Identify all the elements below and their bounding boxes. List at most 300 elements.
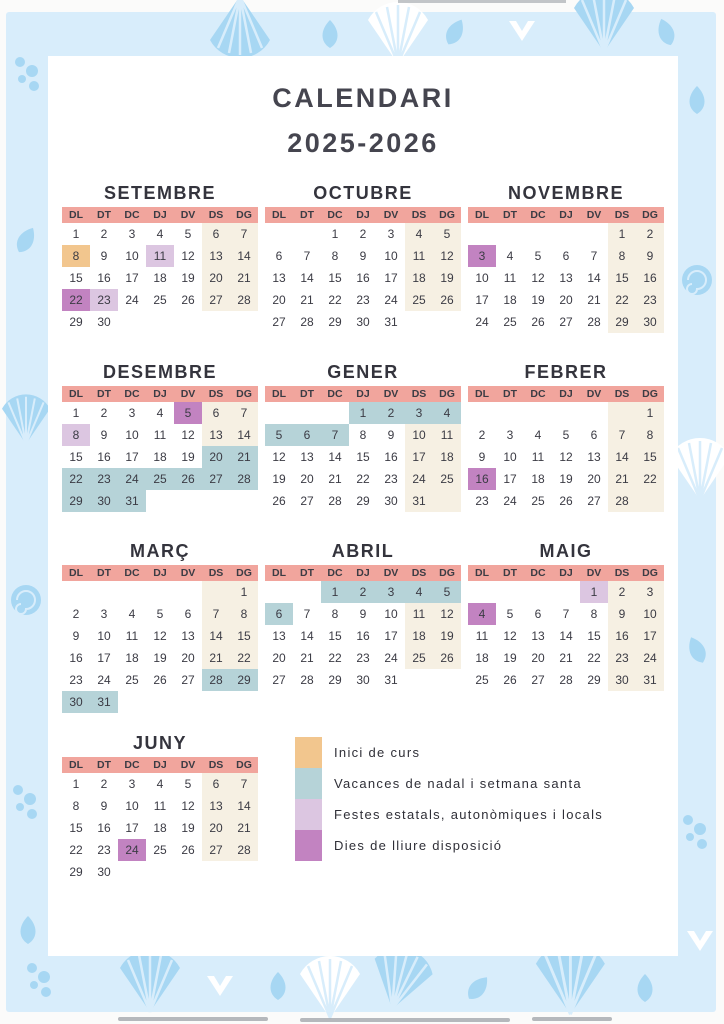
day-cell: 9 xyxy=(387,428,395,442)
day-cell: 1 xyxy=(608,223,636,245)
day-cell xyxy=(293,402,321,424)
day-cell: 17 xyxy=(384,271,398,285)
day-cell xyxy=(552,581,580,603)
weekday-header: DJ xyxy=(349,207,377,223)
day-cell: 2 xyxy=(478,428,486,442)
day-cell: 21 xyxy=(300,651,314,665)
day-cell: 23 xyxy=(384,472,398,486)
day-cell: 27 xyxy=(587,494,601,508)
day-cell: 9 xyxy=(100,249,108,263)
day-cell: 18 xyxy=(475,651,489,665)
day-cell: 2 xyxy=(100,406,108,420)
day-cell: 10 xyxy=(125,249,139,263)
day-cell: 17 xyxy=(384,629,398,643)
day-cell: 9 xyxy=(608,603,636,625)
day-cell: 23 xyxy=(608,647,636,669)
legend-label: Dies de lliure disposició xyxy=(334,838,503,853)
day-cell: 22 xyxy=(587,651,601,665)
day-cell: 5 xyxy=(156,607,164,621)
day-cell: 23 xyxy=(636,289,664,311)
day-cell: 14 xyxy=(230,795,258,817)
day-cell: 28 xyxy=(300,315,314,329)
day-cell: 23 xyxy=(69,673,83,687)
day-cell xyxy=(496,223,524,245)
day-cell: 16 xyxy=(97,821,111,835)
weekday-header: DJ xyxy=(146,386,174,402)
day-cell: 15 xyxy=(69,271,83,285)
weekday-header: DT xyxy=(293,565,321,581)
weekday-header: DG xyxy=(230,207,258,223)
weekday-header: DV xyxy=(174,207,202,223)
day-cell xyxy=(146,311,174,333)
month-març xyxy=(62,541,258,713)
day-cell: 12 xyxy=(181,428,195,442)
day-cell: 3 xyxy=(128,777,136,791)
day-cell: 21 xyxy=(300,293,314,307)
day-cell xyxy=(524,581,552,603)
day-cell: 20 xyxy=(272,651,286,665)
weekday-header: DT xyxy=(496,565,524,581)
day-cell: 6 xyxy=(265,603,293,625)
day-cell: 24 xyxy=(636,647,664,669)
weekday-header: DL xyxy=(62,207,90,223)
day-cell: 16 xyxy=(636,267,664,289)
legend-label: Festes estatals, autonòmiques i locals xyxy=(334,807,604,822)
month-grid xyxy=(62,565,258,713)
weekday-header: DJ xyxy=(552,386,580,402)
day-cell: 21 xyxy=(587,293,601,307)
day-cell: 31 xyxy=(384,315,398,329)
day-cell: 28 xyxy=(559,673,573,687)
legend-swatch-lliure_disposicio xyxy=(295,830,322,861)
day-cell: 8 xyxy=(608,245,636,267)
day-cell: 7 xyxy=(230,223,258,245)
day-cell xyxy=(293,223,321,245)
weekday-header: DJ xyxy=(552,565,580,581)
weekday-header: DT xyxy=(90,386,118,402)
day-cell: 30 xyxy=(356,673,370,687)
day-cell: 19 xyxy=(153,651,167,665)
legend-swatch-inici_curs xyxy=(295,737,322,768)
day-cell: 17 xyxy=(636,625,664,647)
weekday-header: DT xyxy=(90,757,118,773)
day-cell xyxy=(174,490,202,512)
day-cell: 16 xyxy=(384,450,398,464)
day-cell: 2 xyxy=(636,223,664,245)
day-cell: 1 xyxy=(321,581,349,603)
day-cell: 13 xyxy=(202,795,230,817)
weekday-header: DG xyxy=(433,386,461,402)
day-cell: 23 xyxy=(356,293,370,307)
weekday-header: DJ xyxy=(146,757,174,773)
day-cell: 30 xyxy=(97,865,111,879)
day-cell: 22 xyxy=(230,647,258,669)
day-cell xyxy=(265,581,293,603)
weekday-header: DV xyxy=(580,207,608,223)
day-cell: 24 xyxy=(405,468,433,490)
month-octubre xyxy=(265,183,461,333)
day-cell: 1 xyxy=(230,581,258,603)
day-cell: 20 xyxy=(202,446,230,468)
day-cell: 8 xyxy=(636,424,664,446)
day-cell: 28 xyxy=(230,468,258,490)
weekday-header: DT xyxy=(293,207,321,223)
day-cell: 25 xyxy=(125,673,139,687)
day-cell: 4 xyxy=(433,402,461,424)
legend-swatch-vacances xyxy=(295,768,322,799)
day-cell: 12 xyxy=(153,629,167,643)
page-title xyxy=(48,76,678,166)
day-cell: 25 xyxy=(405,289,433,311)
day-cell xyxy=(608,402,636,424)
day-cell: 18 xyxy=(503,293,517,307)
month-maig xyxy=(468,541,664,691)
day-cell: 4 xyxy=(156,777,164,791)
day-cell: 30 xyxy=(97,315,111,329)
day-cell: 18 xyxy=(125,651,139,665)
day-cell: 19 xyxy=(272,472,286,486)
day-cell: 24 xyxy=(503,494,517,508)
month-gener xyxy=(265,362,461,512)
day-cell: 7 xyxy=(230,773,258,795)
day-cell: 6 xyxy=(184,607,192,621)
day-cell: 10 xyxy=(503,450,517,464)
day-cell: 15 xyxy=(328,271,342,285)
month-febrer xyxy=(468,362,664,512)
day-cell: 26 xyxy=(272,494,286,508)
day-cell: 10 xyxy=(97,629,111,643)
month-title: MARÇ xyxy=(130,541,190,561)
day-cell: 31 xyxy=(405,490,433,512)
weekday-header: DS xyxy=(202,565,230,581)
day-cell xyxy=(265,223,293,245)
day-cell xyxy=(146,691,174,713)
legend-item xyxy=(295,768,603,799)
day-cell: 22 xyxy=(62,289,90,311)
weekday-header: DS xyxy=(608,207,636,223)
weekday-header: DS xyxy=(202,207,230,223)
month-grid xyxy=(265,207,461,333)
day-cell: 10 xyxy=(384,607,398,621)
month-grid xyxy=(62,207,258,333)
day-cell: 14 xyxy=(328,450,342,464)
day-cell: 22 xyxy=(62,468,90,490)
day-cell: 3 xyxy=(506,428,514,442)
month-grid xyxy=(62,386,258,512)
day-cell: 25 xyxy=(503,315,517,329)
day-cell: 19 xyxy=(433,267,461,289)
day-cell: 24 xyxy=(118,839,146,861)
day-cell: 25 xyxy=(153,293,167,307)
legend-item xyxy=(295,830,603,861)
day-cell: 30 xyxy=(90,490,118,512)
day-cell: 15 xyxy=(69,821,83,835)
day-cell: 16 xyxy=(468,468,496,490)
day-cell: 13 xyxy=(587,450,601,464)
month-title: OCTUBRE xyxy=(313,183,413,203)
day-cell: 6 xyxy=(202,223,230,245)
day-cell: 21 xyxy=(608,468,636,490)
day-cell: 8 xyxy=(331,249,339,263)
weekday-header: DT xyxy=(90,207,118,223)
weekday-header: DV xyxy=(174,386,202,402)
weekday-header: DC xyxy=(321,207,349,223)
day-cell: 12 xyxy=(531,271,545,285)
day-cell: 30 xyxy=(636,311,664,333)
day-cell: 9 xyxy=(359,607,367,621)
weekday-header: DG xyxy=(230,757,258,773)
day-cell: 29 xyxy=(328,315,342,329)
day-cell: 17 xyxy=(475,293,489,307)
day-cell xyxy=(230,490,258,512)
weekday-header: DT xyxy=(496,386,524,402)
day-cell: 13 xyxy=(202,424,230,446)
day-cell: 11 xyxy=(475,629,489,643)
weekday-header: DG xyxy=(636,565,664,581)
weekday-header: DV xyxy=(580,386,608,402)
day-cell: 1 xyxy=(580,581,608,603)
day-cell: 21 xyxy=(328,472,342,486)
day-cell: 24 xyxy=(384,293,398,307)
weekday-header: DL xyxy=(468,386,496,402)
day-cell: 2 xyxy=(349,581,377,603)
day-cell xyxy=(468,402,496,424)
day-cell xyxy=(524,402,552,424)
weekday-header: DT xyxy=(496,207,524,223)
day-cell xyxy=(405,311,433,333)
day-cell: 23 xyxy=(356,651,370,665)
weekday-header: DT xyxy=(90,565,118,581)
weekday-header: DS xyxy=(608,386,636,402)
day-cell: 28 xyxy=(587,315,601,329)
month-juny xyxy=(62,733,258,883)
day-cell: 10 xyxy=(475,271,489,285)
day-cell xyxy=(433,490,461,512)
day-cell: 14 xyxy=(300,271,314,285)
day-cell: 27 xyxy=(531,673,545,687)
day-cell xyxy=(265,402,293,424)
day-cell: 13 xyxy=(272,629,286,643)
day-cell: 18 xyxy=(405,267,433,289)
day-cell: 2 xyxy=(100,777,108,791)
day-cell: 8 xyxy=(62,245,90,267)
day-cell xyxy=(174,691,202,713)
day-cell: 21 xyxy=(230,446,258,468)
day-cell: 15 xyxy=(587,629,601,643)
day-cell: 17 xyxy=(405,446,433,468)
day-cell: 28 xyxy=(230,289,258,311)
weekday-header: DG xyxy=(230,386,258,402)
day-cell: 12 xyxy=(503,629,517,643)
day-cell: 29 xyxy=(328,673,342,687)
day-cell: 8 xyxy=(230,603,258,625)
day-cell: 1 xyxy=(72,777,80,791)
day-cell: 1 xyxy=(349,402,377,424)
month-setembre xyxy=(62,183,258,333)
day-cell: 6 xyxy=(293,424,321,446)
weekday-header: DC xyxy=(321,386,349,402)
day-cell: 11 xyxy=(405,603,433,625)
weekday-header: DS xyxy=(405,565,433,581)
day-cell xyxy=(202,691,230,713)
day-cell xyxy=(174,581,202,603)
legend-item xyxy=(295,737,603,768)
day-cell: 7 xyxy=(321,424,349,446)
day-cell: 6 xyxy=(202,773,230,795)
day-cell: 13 xyxy=(559,271,573,285)
day-cell xyxy=(433,311,461,333)
day-cell: 5 xyxy=(433,223,461,245)
day-cell: 17 xyxy=(125,821,139,835)
day-cell xyxy=(174,311,202,333)
day-cell: 19 xyxy=(181,450,195,464)
day-cell xyxy=(230,691,258,713)
day-cell: 8 xyxy=(590,607,598,621)
day-cell xyxy=(230,311,258,333)
day-cell: 10 xyxy=(405,424,433,446)
weekday-header: DJ xyxy=(146,565,174,581)
weekday-header: DC xyxy=(118,565,146,581)
day-cell: 11 xyxy=(146,245,174,267)
day-cell: 29 xyxy=(356,494,370,508)
day-cell: 8 xyxy=(359,428,367,442)
day-cell: 12 xyxy=(181,799,195,813)
day-cell: 7 xyxy=(303,249,311,263)
day-cell: 12 xyxy=(433,603,461,625)
day-cell xyxy=(524,223,552,245)
weekday-header: DV xyxy=(174,757,202,773)
day-cell: 25 xyxy=(531,494,545,508)
day-cell: 11 xyxy=(153,428,167,442)
day-cell: 12 xyxy=(433,245,461,267)
day-cell: 29 xyxy=(69,865,83,879)
day-cell: 9 xyxy=(636,245,664,267)
day-cell xyxy=(496,402,524,424)
weekday-header: DL xyxy=(265,207,293,223)
day-cell: 15 xyxy=(328,629,342,643)
month-title: SETEMBRE xyxy=(103,183,216,203)
day-cell: 8 xyxy=(62,424,90,446)
day-cell: 27 xyxy=(559,315,573,329)
day-cell: 26 xyxy=(181,843,195,857)
day-cell: 6 xyxy=(202,402,230,424)
day-cell: 28 xyxy=(608,490,636,512)
day-cell: 27 xyxy=(202,839,230,861)
day-cell: 3 xyxy=(468,245,496,267)
day-cell: 23 xyxy=(90,289,118,311)
weekday-header: DL xyxy=(62,386,90,402)
weekday-header: DG xyxy=(433,565,461,581)
weekday-header: DL xyxy=(265,386,293,402)
day-cell: 11 xyxy=(153,799,167,813)
day-cell: 25 xyxy=(153,843,167,857)
weekday-header: DS xyxy=(405,207,433,223)
day-cell xyxy=(146,581,174,603)
day-cell: 24 xyxy=(97,673,111,687)
day-cell: 26 xyxy=(174,468,202,490)
day-cell: 5 xyxy=(174,402,202,424)
day-cell: 18 xyxy=(405,625,433,647)
weekday-header: DL xyxy=(468,207,496,223)
day-cell xyxy=(405,669,433,691)
weekday-header: DJ xyxy=(146,207,174,223)
day-cell: 9 xyxy=(100,428,108,442)
day-cell: 16 xyxy=(356,629,370,643)
day-cell xyxy=(496,581,524,603)
day-cell: 24 xyxy=(125,293,139,307)
weekday-header: DJ xyxy=(349,386,377,402)
day-cell: 11 xyxy=(433,424,461,446)
day-cell: 31 xyxy=(636,669,664,691)
day-cell: 26 xyxy=(181,293,195,307)
day-cell: 22 xyxy=(328,293,342,307)
day-cell xyxy=(580,402,608,424)
day-cell: 14 xyxy=(202,625,230,647)
day-cell: 7 xyxy=(590,249,598,263)
weekday-header: DL xyxy=(62,565,90,581)
month-novembre xyxy=(468,183,664,333)
day-cell: 22 xyxy=(69,843,83,857)
day-cell xyxy=(202,490,230,512)
day-cell: 20 xyxy=(531,651,545,665)
month-grid xyxy=(62,757,258,883)
weekday-header: DC xyxy=(524,565,552,581)
day-cell: 22 xyxy=(328,651,342,665)
day-cell xyxy=(118,691,146,713)
day-cell: 20 xyxy=(202,267,230,289)
day-cell xyxy=(468,223,496,245)
day-cell: 13 xyxy=(202,245,230,267)
day-cell: 6 xyxy=(275,249,283,263)
day-cell: 6 xyxy=(562,249,570,263)
day-cell: 9 xyxy=(478,450,486,464)
day-cell: 5 xyxy=(534,249,542,263)
day-cell: 20 xyxy=(587,472,601,486)
weekday-header: DV xyxy=(377,565,405,581)
day-cell: 20 xyxy=(300,472,314,486)
day-cell: 4 xyxy=(156,406,164,420)
day-cell: 3 xyxy=(128,227,136,241)
day-cell: 29 xyxy=(62,490,90,512)
day-cell: 14 xyxy=(230,424,258,446)
weekday-header: DC xyxy=(118,386,146,402)
day-cell: 4 xyxy=(506,249,514,263)
weekday-header: DS xyxy=(405,386,433,402)
day-cell: 13 xyxy=(300,450,314,464)
legend-swatch-festes xyxy=(295,799,322,830)
day-cell: 3 xyxy=(128,406,136,420)
day-cell: 11 xyxy=(531,450,545,464)
day-cell: 5 xyxy=(433,581,461,603)
day-cell: 6 xyxy=(590,428,598,442)
weekday-header: DG xyxy=(636,386,664,402)
day-cell: 15 xyxy=(608,267,636,289)
day-cell: 17 xyxy=(125,450,139,464)
day-cell xyxy=(468,581,496,603)
month-grid xyxy=(265,565,461,691)
month-grid xyxy=(468,207,664,333)
day-cell xyxy=(552,402,580,424)
day-cell: 5 xyxy=(506,607,514,621)
day-cell: 18 xyxy=(153,271,167,285)
weekday-header: DG xyxy=(636,207,664,223)
day-cell xyxy=(230,861,258,883)
day-cell: 12 xyxy=(181,249,195,263)
day-cell: 7 xyxy=(202,603,230,625)
day-cell: 17 xyxy=(97,651,111,665)
day-cell xyxy=(62,581,90,603)
day-cell: 28 xyxy=(230,839,258,861)
